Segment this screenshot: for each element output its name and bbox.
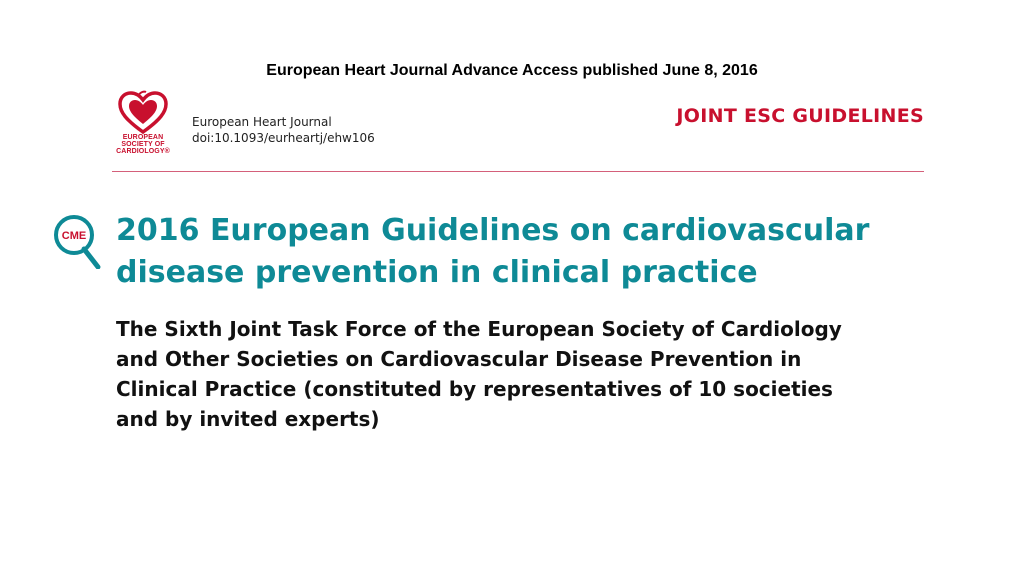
journal-name: European Heart Journal: [192, 115, 332, 129]
section-label: JOINT ESC GUIDELINES: [676, 105, 924, 127]
cme-badge-text: CME: [61, 230, 87, 242]
title-line: 2016 European Guidelines on cardiovascular: [116, 213, 870, 248]
journal-doi: doi:10.1093/eurheartj/ehw106: [192, 131, 375, 145]
esc-logo: [112, 90, 174, 162]
cme-magnifier-icon: [52, 213, 102, 269]
subtitle-line: and by invited experts): [116, 407, 380, 431]
article-subtitle: [116, 314, 916, 434]
journal-info: [192, 114, 375, 146]
title-line: disease prevention in clinical practice: [116, 255, 758, 290]
subtitle-line: and Other Societies on Cardiovascular Disease Prevention in: [116, 347, 802, 371]
subtitle-line: Clinical Practice (constituted by representatives of 10 societies: [116, 377, 833, 401]
org-line: CARDIOLOGY®: [116, 148, 170, 155]
org-line: EUROPEAN: [122, 134, 164, 141]
esc-org-name: [112, 134, 174, 155]
org-line: SOCIETY OF: [121, 141, 165, 148]
heart-icon: [112, 90, 174, 136]
subtitle-line: The Sixth Joint Task Force of the European Society of Cardiology: [116, 317, 842, 341]
header-divider: [112, 171, 924, 172]
article-title: [116, 210, 916, 294]
advance-access-banner: European Heart Journal Advance Access published June 8, 2016: [266, 62, 758, 79]
